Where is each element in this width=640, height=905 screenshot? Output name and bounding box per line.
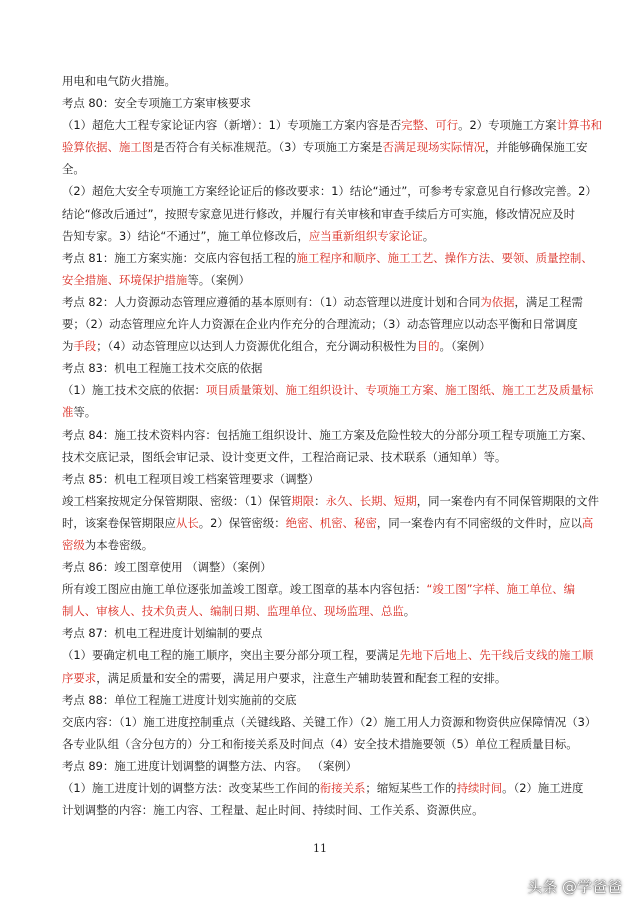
text-line <box>62 755 588 777</box>
body-text: ；（4）动态管理应以达到人力资源优化组合，充分调动积极性为 <box>96 339 417 354</box>
body-text: ，同一案卷内有不同保管期限的文件 <box>416 493 599 508</box>
text-line <box>62 689 588 711</box>
highlight-text: 衔接关系 <box>319 781 366 795</box>
highlight-text: 完整、可行 <box>401 118 459 133</box>
body-text: 考点 84：施工技术资料内容：包括施工组织设计、施工方案及危险性较大的分部分项工程专项施工方案、 <box>62 427 593 442</box>
text-line <box>62 92 588 114</box>
text-line <box>62 534 588 556</box>
highlight-text: 应当重新组织专家论证 <box>308 228 423 243</box>
text-line <box>62 667 588 689</box>
body-text: 交底内容：（1）施工进度控制重点（关键线路、关键工作）（2）施工用人力资源和物资供应保障情况（3） <box>62 714 597 729</box>
text-line <box>62 203 588 225</box>
body-text: （2）超危大安全专项施工方案经论证后的修改要求：1）结论“通过”，可参考专家意见自行修改完善。2） <box>62 184 597 199</box>
body-text: 竣工档案按规定分保管期限、密级：（1）保管 <box>62 493 292 508</box>
body-text: 全。 <box>62 162 85 177</box>
text-line <box>62 600 588 622</box>
page-number: 11 <box>313 842 327 855</box>
body-text: 用电和电气防火措施。 <box>62 74 176 88</box>
body-text: ： <box>314 493 326 508</box>
highlight-text: 期限 <box>291 493 315 508</box>
body-text: 等。（案例） <box>187 272 250 287</box>
watermark: 头条 @学爸爸 <box>527 878 622 896</box>
body-text: 。2）保管密级： <box>198 515 286 530</box>
text-line <box>62 468 588 490</box>
body-text: 要；（2）动态管理应允许人力资源在企业内作充分的合理流动；（3）动态管理应以动态平衡和日常调度 <box>62 317 578 332</box>
highlight-text: 验算依据、施工图 <box>62 140 154 155</box>
body-text: 所有竣工图应由施工单位逐张加盖竣工图章。竣工图章的基本内容包括： <box>62 582 427 597</box>
document-body <box>62 70 603 821</box>
body-text: 考点 82：人力资源动态管理应遵循的基本原则有：（1）动态管理以进度计划和合同 <box>62 294 481 309</box>
body-text: ，满足工程需 <box>514 294 583 309</box>
text-line <box>62 622 588 644</box>
body-text: （1）超危大工程专家论证内容（新增）：1）专项施工方案内容是否 <box>62 118 402 133</box>
text-line <box>62 512 594 534</box>
text-line <box>62 644 594 666</box>
text-line <box>62 401 588 423</box>
body-text: 时，该案卷保管期限应 <box>62 515 176 530</box>
highlight-text: 序要求 <box>62 670 97 685</box>
body-text: 考点 83：机电工程施工技术交底的依据 <box>62 361 263 376</box>
body-text: 。 <box>422 228 435 243</box>
highlight-text: 施工程序和顺序、施工工艺、操作方法、要领、质量控制、 <box>296 250 593 265</box>
body-text: 告知专家。3）结论“不通过”，施工单位修改后， <box>62 228 309 243</box>
text-line <box>62 291 588 313</box>
highlight-text: 绝密、机密、秘密 <box>285 515 377 530</box>
text-line <box>62 70 588 92</box>
body-text: 考点 88：单位工程施工进度计划实施前的交底 <box>62 692 297 707</box>
body-text: 考点 85：机电工程项目竣工档案管理要求（调整） <box>62 471 320 486</box>
body-text: 考点 81：施工方案实施：交底内容包括工程的 <box>62 250 297 265</box>
body-text: 等。 <box>73 405 97 420</box>
text-line <box>62 158 588 180</box>
highlight-text: 计算书和 <box>556 118 603 133</box>
body-text: 考点 80：安全专项施工方案审核要求 <box>62 96 251 111</box>
highlight-text: 先地下后地上、先干线后支线的施工顺 <box>399 648 594 663</box>
highlight-text: 否满足现场实际情况 <box>382 140 486 155</box>
text-line <box>62 269 588 291</box>
text-line <box>62 733 588 755</box>
text-line <box>62 357 588 379</box>
text-line <box>62 556 588 578</box>
text-line <box>62 446 588 468</box>
text-line <box>62 180 597 202</box>
body-text: 考点 86：竣工图章使用 （调整）（案例） <box>62 560 272 575</box>
body-text: 结论“修改后通过”，按照专家意见进行修改，并履行有关审核和审查手续后方可实施，修改情况应及时 <box>62 206 575 221</box>
text-line <box>62 114 603 136</box>
highlight-text: 项目质量策划、施工组织设计、专项施工方案、施工图纸、施工工艺及质量标 <box>205 383 594 398</box>
body-text: 。（案例） <box>439 339 491 354</box>
text-line <box>62 379 594 401</box>
text-line <box>62 799 588 821</box>
body-text: 是否符合有关标准规范。（3）专项施工方案是 <box>153 140 383 155</box>
body-text: 。（2）施工进度 <box>502 781 584 795</box>
text-line <box>62 313 588 335</box>
text-line <box>62 225 588 247</box>
highlight-text: 持续时间 <box>456 781 503 795</box>
highlight-text: 目的 <box>416 339 440 354</box>
body-text: 。 <box>403 604 416 619</box>
highlight-text: 准 <box>62 405 74 420</box>
body-text: 考点 87：机电工程进度计划编制的要点 <box>62 626 263 641</box>
body-text: （1）要确定机电工程的施工顺序，突出主要分部分项工程，要满足 <box>62 648 400 663</box>
highlight-text: 高 <box>581 515 594 530</box>
body-text: 。2）专项施工方案 <box>458 118 557 133</box>
body-text: 计划调整的内容：施工内容、工程量、起止时间、持续时间、工作关系、资源供应。 <box>62 803 484 818</box>
text-line <box>62 711 597 733</box>
highlight-text: 为依据 <box>480 294 515 309</box>
body-text: （1）施工技术交底的依据： <box>62 383 206 398</box>
body-text: 技术交底记录，图纸会审记录、设计变更文件，工程洽商记录、技术联系（通知单）等。 <box>62 449 507 464</box>
highlight-text: 制人、审核人、技术负责人、编制日期、监理单位、现场监理、总监 <box>62 604 404 619</box>
text-line <box>62 424 593 446</box>
highlight-text: 从长 <box>175 515 199 530</box>
body-text: ，满足质量和安全的需要，满足用户要求，注意生产辅助装置和配套工程的安排。 <box>96 670 507 685</box>
body-text: ，并能够确保施工安 <box>485 140 588 155</box>
highlight-text: “竣工图”字样、施工单位、编 <box>426 582 576 597</box>
text-line <box>62 247 593 269</box>
text-line <box>62 777 588 799</box>
text-line <box>62 578 588 600</box>
body-text: 各专业队组（含分包方的）分工和衔接关系及时间点（4）安全技术措施要领（5）单位工程质量目标。 <box>62 736 578 751</box>
body-text: 为本卷密级。 <box>84 537 154 552</box>
highlight-text: 永久、长期、短期 <box>325 493 417 508</box>
body-text: 为 <box>62 339 74 354</box>
body-text: 考点 89：施工进度计划调整的调整方法、内容。 （案例） <box>62 758 358 773</box>
body-text: ，同一案卷内有不同密级的文件时，应以 <box>376 515 582 530</box>
highlight-text: 手段 <box>73 339 97 354</box>
body-text: ；缩短某些工作的 <box>365 781 457 795</box>
highlight-text: 密级 <box>62 537 85 552</box>
text-line <box>62 136 588 158</box>
body-text: （1）施工进度计划的调整方法：改变某些工作间的 <box>62 781 320 795</box>
text-line <box>62 490 599 512</box>
text-line <box>62 335 588 357</box>
highlight-text: 安全措施、环境保护措施 <box>62 272 188 287</box>
